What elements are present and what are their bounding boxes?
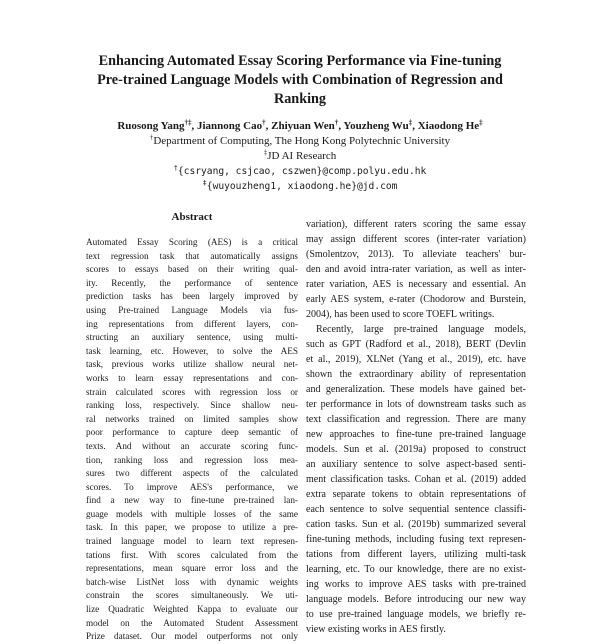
abstract-line: model on the Automated Student Assessment (86, 617, 298, 628)
abstract-line: tion, ranking loss and regression loss mea- (86, 454, 298, 465)
title-line: Enhancing Automated Essay Scoring Performance via Fine-tuning (98, 53, 502, 69)
abstract-line: scores to essays based on their writing qual- (86, 264, 298, 275)
abstract-line: task. In this paper, we propose to utilize a pre- (86, 522, 298, 533)
body-line: rater variation, AES is necessary and essential. An (306, 279, 526, 290)
abstract-line: guage models with multiple losses of the same (86, 508, 298, 519)
abstract-line: texts. And without an accurate scoring func- (86, 440, 298, 451)
body-line: such as GPT (Radford et al., 2018), BERT (Devlin (306, 339, 526, 350)
abstract-line: representations, mean square error loss and the (86, 563, 298, 574)
body-line: (Smolentzov, 2013). To alleviate teachers' bur- (306, 249, 526, 260)
abstract-line: task learning, etc. However, to solve the AES (86, 345, 298, 356)
author-name: Zhiyuan Wen (271, 120, 335, 132)
affiliation (40, 134, 560, 149)
author-name: Ruosong Yang (117, 120, 185, 132)
author-mark: †‡ (184, 118, 192, 127)
abstract-line: works to learn essay representations and con- (86, 372, 298, 383)
body-line: ing works to improve AES tasks with pre-trained (306, 579, 526, 590)
abstract-line: text regression task that automatically assigns (86, 250, 298, 261)
title-line: Pre-trained Language Models with Combination of Regression and (97, 72, 503, 88)
body-line: an auxiliary sentence to solve aspect-based senti- (306, 459, 526, 470)
body-line: view existing works in AES firstly. (306, 624, 446, 635)
affiliation (40, 149, 560, 164)
body-line: each sentence to solve sequential sentence classifi- (306, 504, 526, 515)
body-line: ment classification tasks. Cohan et al. (2019) added (306, 474, 526, 485)
affiliation-mark: ‡ (263, 148, 268, 157)
author-names: Ruosong Yang†‡, Jiannong Cao†, Zhiyuan Wen†, Youzheng Wu‡, Xiaodong He‡ (117, 118, 483, 132)
abstract-line: lize Quadratic Weighted Kappa to evaluate our (86, 604, 298, 615)
author-mark: ‡ (479, 118, 483, 127)
body-line: may assign different scores (inter-rater variation) (306, 234, 526, 245)
abstract-line: using Pre-trained Language Models via fus- (86, 304, 298, 315)
author-mark: † (262, 118, 266, 127)
body-line: cation tasks. Sun et al. (2019b) summarized several (306, 519, 526, 530)
author-mark: ‡ (408, 118, 413, 127)
body-line: and generalization. These models have gained bet- (306, 384, 526, 395)
title-line: Ranking (273, 91, 327, 107)
abstract-column (86, 210, 298, 644)
email-line (40, 164, 560, 179)
abstract-line: task, previous works utilize shallow neural net- (86, 359, 298, 370)
body-line: early AES system, e-rater (Chodorow and Burstein, (306, 294, 526, 305)
abstract-line: constrain the scores simultaneously. We uti- (86, 590, 298, 601)
author-mark: † (334, 118, 339, 127)
body-line: to use pre-trained language models, we briefly re- (306, 609, 526, 620)
body-line: tations from different layers, utilizing multi-task (306, 549, 526, 560)
abstract-line: sures two different aspects of the calculated (86, 468, 298, 479)
abstract-line: find a new way to fine-tune pre-trained lan- (86, 495, 298, 506)
affiliation-text: JD AI Research (267, 150, 337, 162)
email-line (40, 179, 560, 194)
abstract-line: ranking loss, respectively. Since shallow neu- (86, 400, 298, 411)
email-mark: † (173, 163, 178, 172)
intro-column (306, 217, 526, 637)
body-line: Recently, large pre-trained language models, (316, 324, 526, 335)
abstract-line: strain calculated scores with regression loss or (86, 386, 298, 397)
affiliation-mark: † (149, 133, 154, 142)
author-name: Youzheng Wu (343, 120, 409, 132)
abstract-line: tations first. With scores calculated from the (86, 549, 298, 560)
affiliation-text: Department of Computing, The Hong Kong Polytechnic University (153, 135, 451, 147)
paper-title (60, 52, 540, 109)
body-line: shown the extraordinary ability of representation (306, 369, 526, 380)
body-line: 2004), has been used to score TOEFL writings. (306, 309, 495, 320)
abstract-line: trained language model to learn text represen- (86, 536, 298, 547)
abstract-line: scores. To improve AES's performance, we (86, 481, 298, 492)
author-name: Xiaodong He (417, 120, 480, 132)
abstract-line: poor performance to capture deep semantic of (86, 427, 298, 438)
abstract-line: ity. Recently, the performance of sentence (86, 277, 298, 288)
email-text: {csryang, csjcao, cszwen}@comp.polyu.edu.hk (177, 166, 427, 177)
body-line: text classification and regression. There are many (306, 414, 526, 425)
author-name: Jiannong Cao (197, 120, 263, 132)
email-mark: ‡ (202, 178, 207, 187)
abstract-line: Prize dataset. Our model outperforms not only (86, 631, 298, 642)
body-line: language models. Before introducing our new way (306, 594, 526, 605)
abstract-body (86, 236, 298, 644)
abstract-heading: Abstract (171, 211, 213, 223)
abstract-line: ing representations from different layers, con- (86, 318, 298, 329)
abstract-line: structing an auxiliary sentence, using multi- (86, 332, 298, 343)
body-line: models. Sun et al. (2019a) proposed to construct (306, 444, 526, 455)
body-line: ter performance in lots of downstream tasks such as (306, 399, 526, 410)
body-line: extra separate tokens to obtain representations of (306, 489, 526, 500)
email-text: {wuyouzheng1, xiaodong.he}@jd.com (206, 181, 398, 192)
abstract-line: batch-wise ListNet loss with dynamic weights (86, 576, 298, 587)
body-line: learning, etc. To our knowledge, there are no exist- (306, 564, 526, 575)
body-line: fine-tuning methods, including fusing text represen- (306, 534, 526, 545)
body-line: variation), different raters scoring the same essay (306, 219, 526, 230)
abstract-line: Automated Essay Scoring (AES) is a critical (86, 237, 298, 247)
abstract-line: prediction tasks has been largely improved by (86, 291, 298, 302)
body-line: et al., 2019), XLNet (Yang et al., 2019), etc. have (306, 354, 526, 365)
author-block (40, 119, 560, 194)
abstract-line: ral networks trained on limited samples show (86, 413, 298, 424)
body-line: den and avoid intra-rater variation, as well as inter- (306, 264, 526, 275)
body-line: new approaches to fine-tune pre-trained language (306, 429, 526, 440)
